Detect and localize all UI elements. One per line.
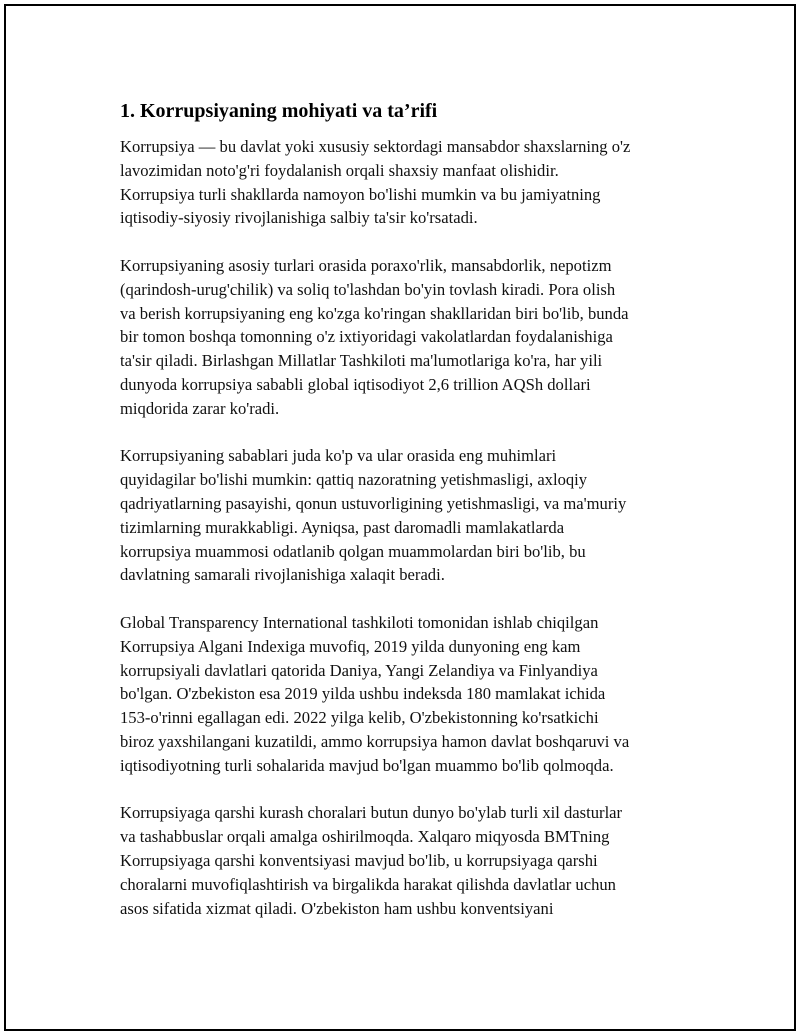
paragraph-line: quyidagilar bo'lishi mumkin: qattiq nazoratning yetishmasligi, axloqiy — [120, 470, 588, 490]
paragraph-line: choralarni muvofiqlashtirish va birgalikda harakat qilishda davlatlar uchun — [120, 874, 616, 894]
paragraph-line: iqtisodiyotning turli sohalarida mavjud bo'lgan muammo bo'lib qolmoqda. — [120, 755, 614, 775]
paragraph-line: Korrupsiyaning sabablari juda ko'p va ular orasida eng muhimlari — [120, 446, 557, 466]
paragraph-line: bo'lgan. O'zbekiston esa 2019 yilda ushbu indeksda 180 mamlakat ichida — [120, 684, 606, 704]
paragraph-line: iqtisodiy-siyosiy rivojlanishiga salbiy ta'sir ko'rsatadi. — [120, 208, 478, 228]
page-border — [4, 4, 796, 1031]
paragraph-line: miqdorida zarar ko'radi. — [120, 398, 280, 418]
paragraph-line: Korrupsiyaning asosiy turlari orasida poraxo'rlik, mansabdorlik, nepotizm — [120, 255, 612, 275]
paragraph — [120, 254, 700, 421]
paragraph-line: va tashabbuslar orqali amalga oshirilmoqda. Xalqaro miqyosda BMTning — [120, 827, 610, 847]
paragraph-line: Korrupsiya Algani Indexiga muvofiq, 2019 yilda dunyoning eng kam — [120, 636, 581, 656]
paragraph-line: biroz yaxshilangani kuzatildi, ammo korrupsiya hamon davlat boshqaruvi va — [120, 731, 630, 751]
section-heading: 1. Korrupsiyaning mohiyati va ta’rifi — [120, 100, 438, 122]
paragraph-line: (qarindosh-urug'chilik) va soliq to'lashdan bo'yin tovlash kiradi. Pora olish — [120, 279, 616, 299]
paragraph-line: Korrupsiyaga qarshi konventsiyasi mavjud bo'lib, u korrupsiyaga qarshi — [120, 850, 598, 870]
paragraph — [120, 135, 700, 230]
paragraph-line: Global Transparency International tashkiloti tomonidan ishlab chiqilgan — [120, 612, 599, 632]
paragraph-line: korrupsiya muammosi odatlanib qolgan muammolardan biri bo'lib, bu — [120, 541, 586, 561]
paragraph-line: ta'sir qiladi. Birlashgan Millatlar Tashkiloti ma'lumotlariga ko'ra, har yili — [120, 351, 603, 371]
paragraph-line: dunyoda korrupsiya sababli global iqtisodiyot 2,6 trillion AQSh dollari — [120, 374, 591, 394]
paragraph-line: 153-o'rinni egallagan edi. 2022 yilga kelib, O'zbekistonning ko'rsatkichi — [120, 708, 599, 728]
paragraph-line: lavozimidan noto'g'ri foydalanish orqali shaxsiy manfaat olishidir. — [120, 160, 559, 180]
paragraph — [120, 444, 700, 587]
paragraph-line: Korrupsiyaga qarshi kurash choralari butun dunyo bo'ylab turli xil dasturlar — [120, 803, 623, 823]
paragraph-line: Korrupsiya — bu davlat yoki xususiy sektordagi mansabdor shaxslarning o'z — [120, 137, 631, 156]
paragraph-line: qadriyatlarning pasayishi, qonun ustuvorligining yetishmasligi, va ma'muriy — [120, 493, 627, 513]
paragraph-line: tizimlarning murakkabligi. Ayniqsa, past daromadli mamlakatlarda — [120, 517, 565, 537]
paragraph-line: asos sifatida xizmat qiladi. O'zbekiston ham ushbu konventsiyani — [120, 898, 554, 918]
paragraph — [120, 801, 700, 920]
paragraph-line: bir tomon boshqa tomonning o'z ixtiyoridagi vakolatlardan foydalanishiga — [120, 327, 613, 347]
paragraph-line: va berish korrupsiyaning eng ko'zga ko'ringan shakllaridan biri bo'lib, bunda — [120, 303, 629, 323]
paragraphs-container — [120, 135, 700, 920]
paragraph-line: Korrupsiya turli shakllarda namoyon bo'lishi mumkin va bu jamiyatning — [120, 184, 601, 204]
document-body — [120, 98, 700, 944]
paragraph — [120, 611, 700, 778]
paragraph-line: korrupsiyali davlatlari qatorida Daniya, Yangi Zelandiya va Finlyandiya — [120, 660, 598, 680]
paragraph-line: davlatning samarali rivojlanishiga xalaqit beradi. — [120, 565, 445, 585]
